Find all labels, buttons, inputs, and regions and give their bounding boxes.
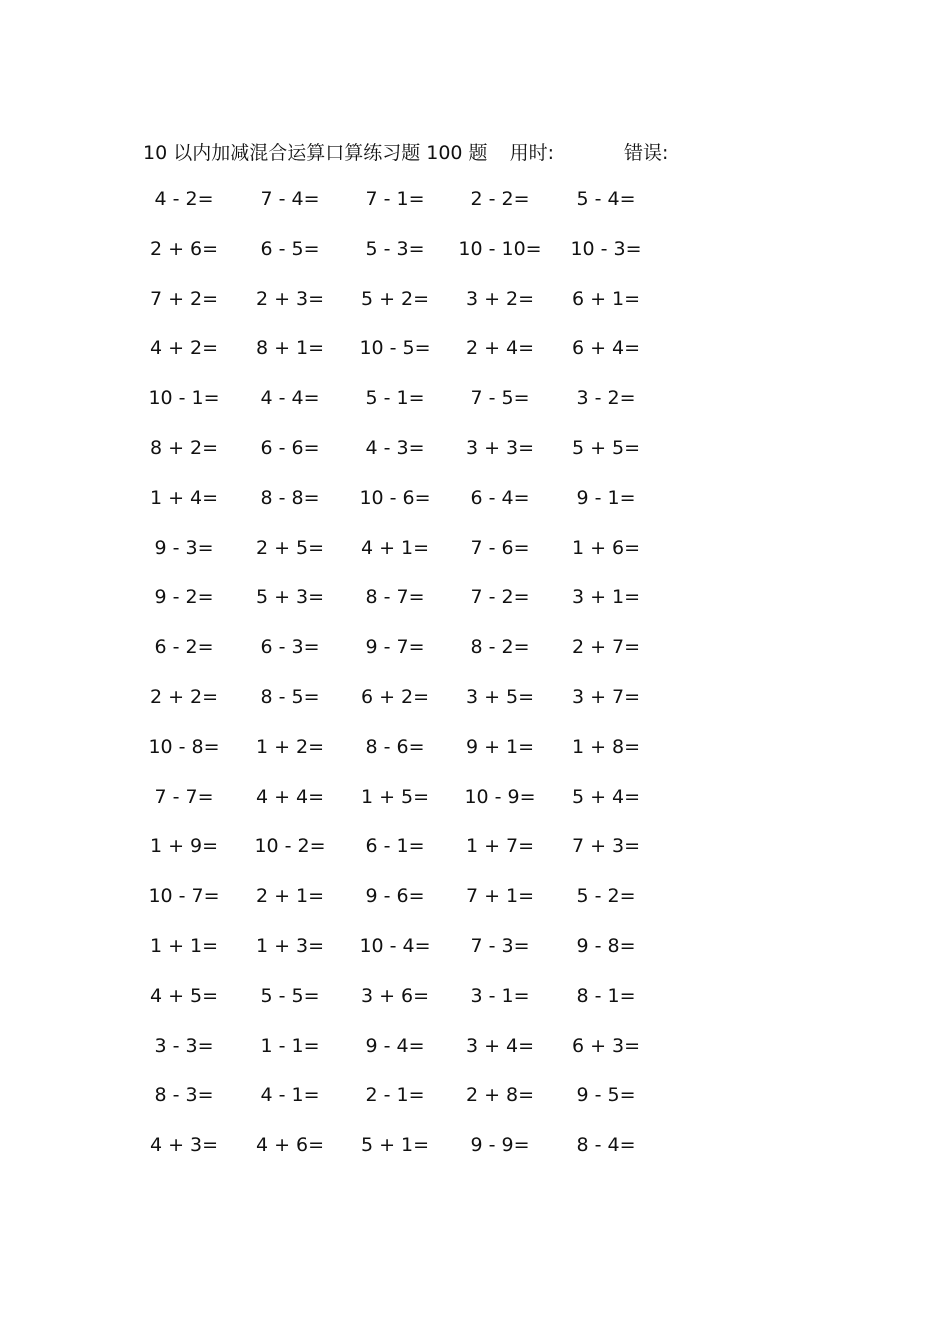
arithmetic-problem: 8 - 6= — [365, 735, 425, 758]
arithmetic-problem: 4 - 2= — [154, 188, 214, 210]
arithmetic-problem: 7 - 1= — [365, 188, 425, 210]
arithmetic-problem: 6 + 4= — [571, 337, 641, 360]
arithmetic-problem: 8 + 1= — [255, 337, 325, 360]
arithmetic-problem: 8 - 5= — [260, 685, 320, 708]
arithmetic-problem: 9 - 9= — [470, 1134, 530, 1157]
arithmetic-problem: 2 + 1= — [255, 885, 325, 908]
arithmetic-problem: 8 - 2= — [470, 636, 530, 659]
problem-row — [0, 423, 950, 473]
problem-row — [0, 622, 950, 672]
arithmetic-problem: 5 + 1= — [360, 1134, 430, 1157]
arithmetic-problem: 4 - 3= — [365, 436, 425, 459]
arithmetic-problem: 6 + 2= — [360, 685, 430, 708]
arithmetic-problem: 5 - 4= — [576, 188, 636, 210]
arithmetic-problem: 6 - 4= — [470, 486, 530, 509]
problem-row — [0, 971, 950, 1021]
arithmetic-problem: 9 - 7= — [365, 636, 425, 659]
arithmetic-problem: 2 + 6= — [149, 237, 219, 260]
arithmetic-problem: 3 + 1= — [571, 586, 641, 609]
problem-row — [0, 174, 950, 224]
arithmetic-problem: 4 + 3= — [149, 1134, 219, 1157]
arithmetic-problem: 9 - 6= — [365, 885, 425, 908]
problem-row — [0, 821, 950, 871]
arithmetic-problem: 6 + 1= — [571, 287, 641, 310]
arithmetic-problem: 8 - 7= — [365, 586, 425, 609]
arithmetic-problem: 5 - 5= — [260, 984, 320, 1007]
time-used-label: 用时: — [509, 141, 554, 164]
problem-row — [0, 722, 950, 772]
arithmetic-problem: 3 + 7= — [571, 685, 641, 708]
arithmetic-problem: 3 + 2= — [465, 287, 535, 310]
arithmetic-problem: 10 - 4= — [359, 934, 431, 957]
arithmetic-problem: 9 - 5= — [576, 1084, 636, 1107]
problem-grid — [0, 174, 950, 1170]
arithmetic-problem: 9 - 8= — [576, 934, 636, 957]
arithmetic-problem: 1 + 3= — [255, 934, 325, 957]
arithmetic-problem: 1 + 6= — [571, 536, 641, 559]
arithmetic-problem: 10 - 1= — [148, 387, 220, 410]
arithmetic-problem: 7 - 5= — [470, 387, 530, 410]
problem-row — [0, 772, 950, 822]
arithmetic-problem: 10 - 10= — [458, 237, 542, 260]
worksheet-header — [143, 136, 668, 166]
arithmetic-problem: 8 - 4= — [576, 1134, 636, 1157]
arithmetic-problem: 5 - 2= — [576, 885, 636, 908]
arithmetic-problem: 5 + 3= — [255, 586, 325, 609]
arithmetic-problem: 6 - 5= — [260, 237, 320, 260]
arithmetic-problem: 2 + 2= — [149, 685, 219, 708]
arithmetic-problem: 6 - 6= — [260, 436, 320, 459]
arithmetic-problem: 1 + 4= — [149, 486, 219, 509]
problem-row — [0, 274, 950, 324]
arithmetic-problem: 7 - 3= — [470, 934, 530, 957]
arithmetic-problem: 5 + 4= — [571, 785, 641, 808]
arithmetic-problem: 4 - 4= — [260, 387, 320, 410]
arithmetic-problem: 2 + 3= — [255, 287, 325, 310]
problem-row — [0, 871, 950, 921]
arithmetic-problem: 9 - 4= — [365, 1034, 425, 1057]
arithmetic-problem: 6 - 1= — [365, 835, 425, 858]
problem-row — [0, 572, 950, 622]
arithmetic-problem: 10 - 2= — [254, 835, 326, 858]
arithmetic-problem: 5 - 1= — [365, 387, 425, 410]
arithmetic-problem: 6 - 3= — [260, 636, 320, 659]
arithmetic-problem: 6 - 2= — [154, 636, 214, 659]
arithmetic-problem: 10 - 9= — [464, 785, 536, 808]
arithmetic-problem: 10 - 6= — [359, 486, 431, 509]
arithmetic-problem: 1 + 9= — [149, 835, 219, 858]
arithmetic-problem: 4 + 4= — [255, 785, 325, 808]
arithmetic-problem: 2 + 7= — [571, 636, 641, 659]
arithmetic-problem: 3 + 3= — [465, 436, 535, 459]
arithmetic-problem: 9 - 1= — [576, 486, 636, 509]
arithmetic-problem: 1 + 5= — [360, 785, 430, 808]
problem-row — [0, 1120, 950, 1170]
problem-row — [0, 323, 950, 373]
arithmetic-problem: 1 + 1= — [149, 934, 219, 957]
problem-row — [0, 921, 950, 971]
arithmetic-problem: 7 - 2= — [470, 586, 530, 609]
arithmetic-problem: 1 + 8= — [571, 735, 641, 758]
errors-label: 错误: — [623, 141, 669, 164]
arithmetic-problem: 5 + 2= — [360, 287, 430, 310]
arithmetic-problem: 9 - 2= — [154, 586, 214, 609]
arithmetic-problem: 2 - 1= — [365, 1084, 425, 1107]
arithmetic-problem: 6 + 3= — [571, 1034, 641, 1057]
arithmetic-problem: 8 - 3= — [154, 1084, 214, 1107]
arithmetic-problem: 3 + 5= — [465, 685, 535, 708]
problem-row — [0, 1021, 950, 1071]
arithmetic-problem: 10 - 5= — [359, 337, 431, 360]
problem-row — [0, 224, 950, 274]
arithmetic-problem: 9 - 3= — [154, 536, 214, 559]
arithmetic-problem: 9 + 1= — [465, 735, 535, 758]
arithmetic-problem: 8 - 8= — [260, 486, 320, 509]
arithmetic-problem: 3 - 3= — [154, 1034, 214, 1057]
arithmetic-problem: 8 + 2= — [149, 436, 219, 459]
arithmetic-problem: 3 + 4= — [465, 1034, 535, 1057]
arithmetic-problem: 2 + 5= — [255, 536, 325, 559]
arithmetic-problem: 7 - 4= — [260, 188, 320, 210]
arithmetic-problem: 7 - 6= — [470, 536, 530, 559]
arithmetic-problem: 4 + 6= — [255, 1134, 325, 1157]
arithmetic-problem: 4 + 2= — [149, 337, 219, 360]
arithmetic-problem: 10 - 8= — [148, 735, 220, 758]
arithmetic-problem: 7 + 1= — [465, 885, 535, 908]
arithmetic-problem: 1 - 1= — [260, 1034, 320, 1057]
arithmetic-problem: 7 + 3= — [571, 835, 641, 858]
arithmetic-problem: 2 + 4= — [465, 337, 535, 360]
arithmetic-problem: 3 - 2= — [576, 387, 636, 410]
problem-row — [0, 373, 950, 423]
arithmetic-problem: 4 + 1= — [360, 536, 430, 559]
arithmetic-problem: 1 + 7= — [465, 835, 535, 858]
arithmetic-problem: 7 - 7= — [154, 785, 214, 808]
arithmetic-problem: 5 + 5= — [571, 436, 641, 459]
arithmetic-problem: 8 - 1= — [576, 984, 636, 1007]
problem-row — [0, 672, 950, 722]
problem-row — [0, 523, 950, 573]
arithmetic-problem: 3 + 6= — [360, 984, 430, 1007]
arithmetic-problem: 2 - 2= — [470, 188, 530, 210]
problem-row — [0, 473, 950, 523]
arithmetic-problem: 10 - 7= — [148, 885, 220, 908]
arithmetic-problem: 5 - 3= — [365, 237, 425, 260]
worksheet-title: 10 以内加减混合运算口算练习题 100 题 — [143, 141, 488, 164]
arithmetic-problem: 2 + 8= — [465, 1084, 535, 1107]
arithmetic-problem: 4 + 5= — [149, 984, 219, 1007]
arithmetic-problem: 4 - 1= — [260, 1084, 320, 1107]
arithmetic-problem: 1 + 2= — [255, 735, 325, 758]
arithmetic-problem: 3 - 1= — [470, 984, 530, 1007]
problem-row — [0, 1070, 950, 1120]
arithmetic-problem: 7 + 2= — [149, 287, 219, 310]
arithmetic-problem: 10 - 3= — [570, 237, 642, 260]
